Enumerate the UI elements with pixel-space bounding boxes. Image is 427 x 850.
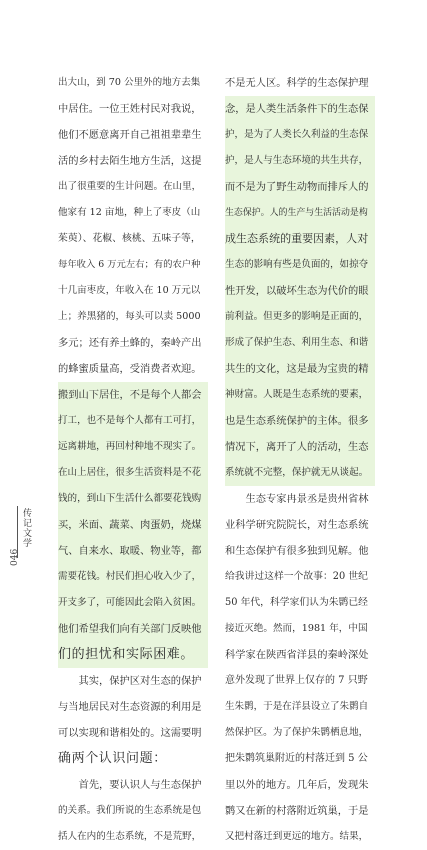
text-line: 他家有 12 亩地，种上了枣皮（山 — [58, 207, 201, 218]
text-line: 其实，保护区对生态的保护 — [58, 675, 202, 687]
text-line: 也是生态系统保护的主体。很多 — [225, 408, 375, 434]
text-line: 而不是为了野生动物而排斥人的 — [225, 174, 375, 200]
text-line: 把朱鹮筑巢附近的村落迁到 5 公 — [225, 753, 368, 764]
text-line: 里以外的地方。几年后，发现朱 — [225, 779, 369, 791]
text-line: 首先，要认识人与生态保护 — [58, 779, 202, 791]
text-line: 和生态保护有很多独到见解。他 — [225, 545, 369, 557]
text-line: 生态保护。人的生产与生活活动是构 — [225, 200, 375, 226]
text-line: 上；养黑猪的，每头可以卖 5000 — [58, 311, 201, 322]
text-line: 给我讲过这样一个故事：20 世纪 — [225, 571, 368, 582]
text-line: 与当地居民对生态资源的利用是 — [58, 701, 202, 713]
text-line: 在山上居住，很多生活资料是不花 — [58, 460, 208, 486]
text-line: 每年收入 6 万元左右；有的农户种 — [58, 259, 201, 270]
text-line: 的关系。我们所说的生态系统是包 — [58, 805, 202, 816]
text-line: 共生的文化，这是最为宝贵的精 — [225, 356, 375, 382]
text-line: 业科学研究院院长，对生态系统 — [225, 519, 369, 531]
text-line: 护，是人与生态环境的共生共存， — [225, 148, 375, 174]
text-line: 生态专家冉景丞是贵州省林 — [225, 493, 369, 505]
text-line: 接近灭绝。然而，1981 年，中国 — [225, 623, 368, 634]
text-line: 茱萸）、花椒、核桃、五味子等， — [58, 233, 201, 244]
text-column-left — [58, 70, 208, 850]
text-line: 可以实现和谐相处的。这需要明 — [58, 727, 202, 739]
text-line: 确两个认识问题： — [58, 751, 167, 766]
text-line: 生朱鹮，于是在洋县设立了朱鹮自 — [225, 701, 369, 712]
text-line: 气、自来水、取暖、物业等，都 — [58, 538, 208, 564]
text-line: 他们不愿意离开自己祖祖辈辈生 — [58, 129, 202, 141]
running-head-label: 传记文学 — [21, 508, 31, 548]
text-line: 远离耕地，再回村种地不现实了。 — [58, 434, 208, 460]
text-line: 们的担忧和实际困难。 — [58, 642, 208, 668]
text-line: 十几亩枣皮，年收入在 10 万元以 — [58, 285, 201, 296]
text-line: 性开发，以破坏生态为代价的眼 — [225, 278, 375, 304]
text-line: 成生态系统的重要因素，人对 — [225, 226, 375, 252]
text-line: 需要花钱。村民们担心收入少了， — [58, 564, 208, 590]
text-line: 出大山，到 70 公里外的地方去集 — [58, 77, 201, 88]
text-line: 买，米面、蔬菜、肉蛋奶，烧煤 — [58, 512, 208, 538]
text-line: 情况下，离开了人的活动，生态 — [225, 434, 375, 460]
text-line: 神财富。人既是生态系统的要素， — [225, 382, 375, 408]
text-line: 打工，也不是每个人都有工可打， — [58, 408, 208, 434]
text-line: 出了很重要的生计问题。在山里， — [58, 181, 202, 192]
text-line: 不是无人区。科学的生态保护理 — [225, 77, 369, 89]
text-line: 活的乡村去陌生地方生活，这提 — [58, 155, 202, 167]
text-line: 前利益。但更多的影响是正面的， — [225, 304, 375, 330]
text-line: 又把村落迁到更远的地方。结果， — [225, 831, 369, 842]
text-line: 生态的影响有些是负面的，如掠夺 — [225, 252, 375, 278]
text-line: 形成了保护生态、利用生态、和谐 — [225, 330, 375, 356]
text-line: 系统就不完整，保护就无从谈起。 — [225, 460, 375, 486]
text-line: 他们希望我们向有关部门反映他 — [58, 616, 208, 642]
text-line: 的蜂蜜质量高，受消费者欢迎。 — [58, 363, 202, 375]
text-line: 50 年代，科学家们认为朱鹮已经 — [225, 597, 368, 608]
text-column-right — [225, 70, 375, 850]
text-line: 中居住。一位王姓村民对我说， — [58, 103, 202, 115]
text-line: 科学家在陕西省洋县的秦岭深处 — [225, 649, 369, 661]
text-line: 开支多了，可能因此会陷入贫困。 — [58, 590, 208, 616]
text-line: 护，是为了人类长久利益的生态保 — [225, 122, 375, 148]
text-line: 搬到山下居住，不是每个人都会 — [58, 382, 208, 408]
text-line: 括人在内的生态系统，不是荒野， — [58, 831, 202, 842]
text-line: 念，是人类生活条件下的生态保 — [225, 96, 375, 122]
text-line: 意外发现了世界上仅存的 7 只野 — [225, 675, 368, 686]
page-number: 046 — [10, 548, 20, 566]
text-line: 鹮又在新的村落附近筑巢，于是 — [225, 805, 369, 817]
text-line: 钱的，到山下生活什么都要花钱购 — [58, 486, 208, 512]
text-line: 然保护区。为了保护朱鹮栖息地， — [225, 727, 369, 738]
text-line: 多元；还有养土蜂的，秦岭产出 — [58, 337, 202, 349]
